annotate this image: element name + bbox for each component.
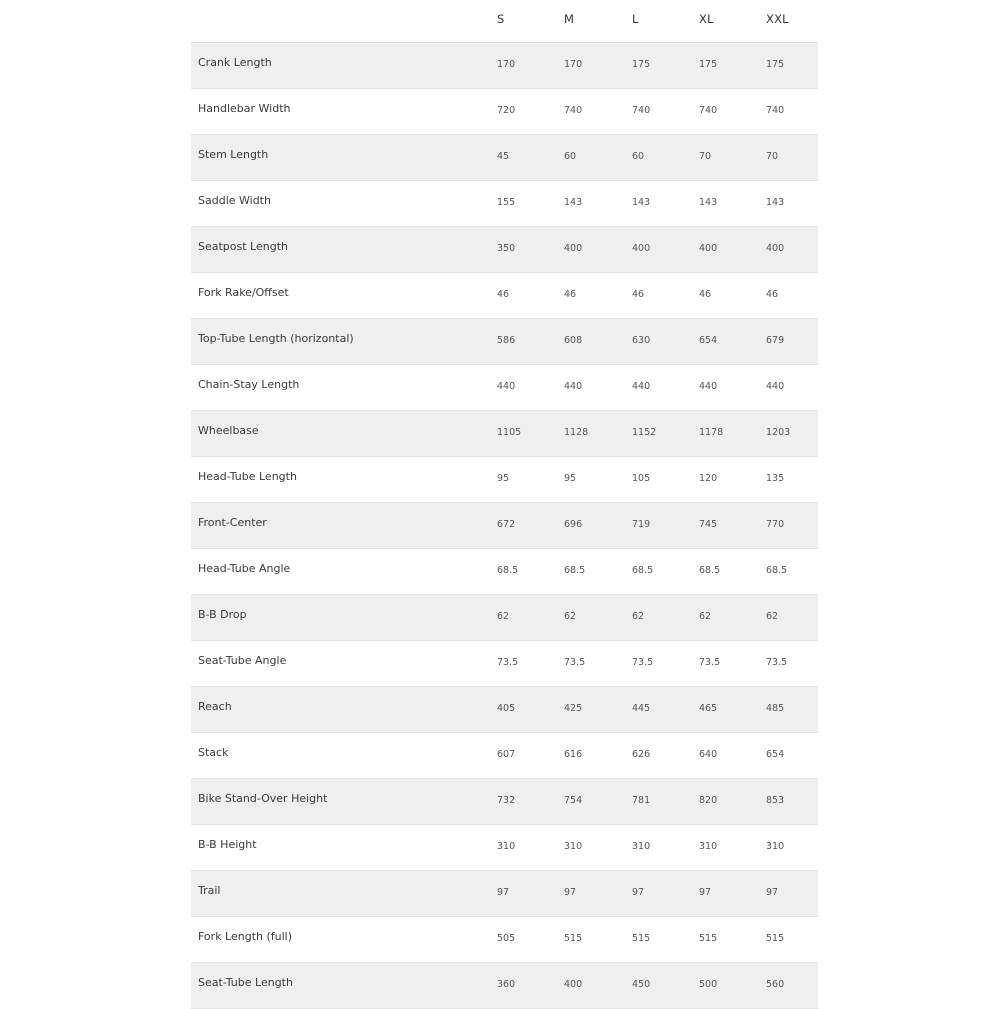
table-cell: 310 bbox=[564, 841, 583, 852]
table-cell: 360 bbox=[497, 979, 516, 990]
table-cell: 672 bbox=[497, 519, 516, 530]
table-row bbox=[191, 43, 818, 89]
table-cell: 73.5 bbox=[497, 657, 519, 668]
table-cell: 400 bbox=[699, 243, 718, 254]
table-cell: 515 bbox=[564, 933, 583, 944]
table-cell: 143 bbox=[632, 197, 651, 208]
row-label: Front-Center bbox=[198, 516, 267, 529]
table-row bbox=[191, 733, 818, 779]
table-cell: 1203 bbox=[766, 427, 791, 438]
table-cell: 754 bbox=[564, 795, 583, 806]
table-cell: 143 bbox=[564, 197, 583, 208]
table-cell: 62 bbox=[564, 611, 577, 622]
table-cell: 350 bbox=[497, 243, 516, 254]
size-header-s: S bbox=[497, 12, 505, 26]
table-cell: 97 bbox=[564, 887, 577, 898]
table-cell: 143 bbox=[699, 197, 718, 208]
table-row bbox=[191, 871, 818, 917]
table-cell: 445 bbox=[632, 703, 651, 714]
row-label: Seat-Tube Angle bbox=[198, 654, 287, 667]
table-cell: 68.5 bbox=[564, 565, 586, 576]
row-label: Chain-Stay Length bbox=[198, 378, 300, 391]
table-cell: 740 bbox=[632, 105, 651, 116]
table-cell: 505 bbox=[497, 933, 516, 944]
table-cell: 640 bbox=[699, 749, 718, 760]
table-header bbox=[191, 0, 818, 43]
table-cell: 616 bbox=[564, 749, 583, 760]
table-cell: 310 bbox=[497, 841, 516, 852]
table-cell: 485 bbox=[766, 703, 785, 714]
table-cell: 1128 bbox=[564, 427, 589, 438]
table-cell: 440 bbox=[564, 381, 583, 392]
table-cell: 425 bbox=[564, 703, 583, 714]
table-cell: 62 bbox=[699, 611, 712, 622]
table-cell: 62 bbox=[497, 611, 510, 622]
table-row bbox=[191, 181, 818, 227]
table-cell: 400 bbox=[564, 979, 583, 990]
table-cell: 400 bbox=[766, 243, 785, 254]
table-cell: 135 bbox=[766, 473, 785, 484]
table-cell: 97 bbox=[632, 887, 645, 898]
table-cell: 46 bbox=[699, 289, 712, 300]
table-cell: 70 bbox=[699, 151, 712, 162]
table-cell: 654 bbox=[699, 335, 718, 346]
table-cell: 73.5 bbox=[632, 657, 654, 668]
table-cell: 853 bbox=[766, 795, 785, 806]
table-row bbox=[191, 227, 818, 273]
table-row bbox=[191, 457, 818, 503]
table-row bbox=[191, 549, 818, 595]
table-cell: 155 bbox=[497, 197, 516, 208]
table-cell: 46 bbox=[564, 289, 577, 300]
table-cell: 95 bbox=[564, 473, 577, 484]
table-cell: 60 bbox=[632, 151, 645, 162]
table-row bbox=[191, 917, 818, 963]
row-label: Fork Rake/Offset bbox=[198, 286, 289, 299]
row-label: Seat-Tube Length bbox=[198, 976, 293, 989]
table-cell: 630 bbox=[632, 335, 651, 346]
table-cell: 400 bbox=[564, 243, 583, 254]
table-cell: 608 bbox=[564, 335, 583, 346]
table-cell: 515 bbox=[699, 933, 718, 944]
table-row bbox=[191, 319, 818, 365]
table-cell: 405 bbox=[497, 703, 516, 714]
table-cell: 745 bbox=[699, 519, 718, 530]
row-label: Seatpost Length bbox=[198, 240, 288, 253]
table-cell: 450 bbox=[632, 979, 651, 990]
table-row bbox=[191, 825, 818, 871]
table-cell: 105 bbox=[632, 473, 651, 484]
table-row bbox=[191, 89, 818, 135]
table-cell: 45 bbox=[497, 151, 510, 162]
table-cell: 696 bbox=[564, 519, 583, 530]
size-header-l: L bbox=[632, 12, 639, 26]
table-row bbox=[191, 779, 818, 825]
table-cell: 440 bbox=[766, 381, 785, 392]
table-row bbox=[191, 135, 818, 181]
row-label: Crank Length bbox=[198, 56, 272, 69]
table-row bbox=[191, 687, 818, 733]
size-header-xxl: XXL bbox=[766, 12, 789, 26]
table-cell: 68.5 bbox=[766, 565, 788, 576]
table-cell: 781 bbox=[632, 795, 651, 806]
table-cell: 560 bbox=[766, 979, 785, 990]
table-cell: 740 bbox=[766, 105, 785, 116]
table-cell: 310 bbox=[766, 841, 785, 852]
table-cell: 73.5 bbox=[699, 657, 721, 668]
table-cell: 607 bbox=[497, 749, 516, 760]
table-cell: 175 bbox=[766, 59, 785, 70]
table-cell: 143 bbox=[766, 197, 785, 208]
table-cell: 1105 bbox=[497, 427, 522, 438]
table-cell: 515 bbox=[766, 933, 785, 944]
table-cell: 720 bbox=[497, 105, 516, 116]
table-cell: 170 bbox=[497, 59, 516, 70]
table-cell: 170 bbox=[564, 59, 583, 70]
table-row bbox=[191, 595, 818, 641]
table-cell: 770 bbox=[766, 519, 785, 530]
row-label: B-B Drop bbox=[198, 608, 247, 621]
table-cell: 68.5 bbox=[632, 565, 654, 576]
table-row bbox=[191, 503, 818, 549]
table-cell: 400 bbox=[632, 243, 651, 254]
table-row bbox=[191, 411, 818, 457]
size-header-xl: XL bbox=[699, 12, 714, 26]
table-cell: 46 bbox=[766, 289, 779, 300]
table-cell: 626 bbox=[632, 749, 651, 760]
row-label: Head-Tube Length bbox=[198, 470, 297, 483]
table-cell: 719 bbox=[632, 519, 651, 530]
row-label: Bike Stand-Over Height bbox=[198, 792, 328, 805]
table-cell: 175 bbox=[632, 59, 651, 70]
table-cell: 1178 bbox=[699, 427, 724, 438]
table-cell: 654 bbox=[766, 749, 785, 760]
table-cell: 62 bbox=[632, 611, 645, 622]
table-row bbox=[191, 365, 818, 411]
row-label: Reach bbox=[198, 700, 232, 713]
table-cell: 73.5 bbox=[564, 657, 586, 668]
geometry-table bbox=[191, 0, 818, 1009]
table-cell: 440 bbox=[632, 381, 651, 392]
table-cell: 740 bbox=[699, 105, 718, 116]
row-label: Top-Tube Length (horizontal) bbox=[198, 332, 354, 345]
size-header-m: M bbox=[564, 12, 575, 26]
row-label: Stem Length bbox=[198, 148, 269, 161]
row-label: Handlebar Width bbox=[198, 102, 291, 115]
row-label: Stack bbox=[198, 746, 229, 759]
table-cell: 97 bbox=[699, 887, 712, 898]
table-cell: 70 bbox=[766, 151, 779, 162]
table-cell: 95 bbox=[497, 473, 510, 484]
table-cell: 820 bbox=[699, 795, 718, 806]
table-cell: 440 bbox=[497, 381, 516, 392]
table-cell: 175 bbox=[699, 59, 718, 70]
row-label: B-B Height bbox=[198, 838, 257, 851]
table-cell: 515 bbox=[632, 933, 651, 944]
table-cell: 500 bbox=[699, 979, 718, 990]
table-row bbox=[191, 963, 818, 1009]
table-cell: 62 bbox=[766, 611, 779, 622]
table-cell: 120 bbox=[699, 473, 718, 484]
table-cell: 465 bbox=[699, 703, 718, 714]
table-cell: 1152 bbox=[632, 427, 657, 438]
table-cell: 310 bbox=[632, 841, 651, 852]
table-row bbox=[191, 273, 818, 319]
row-label: Fork Length (full) bbox=[198, 930, 293, 943]
table-cell: 732 bbox=[497, 795, 516, 806]
table-row bbox=[191, 641, 818, 687]
row-label: Saddle Width bbox=[198, 194, 271, 207]
table-cell: 68.5 bbox=[497, 565, 519, 576]
table-cell: 68.5 bbox=[699, 565, 721, 576]
table-cell: 97 bbox=[497, 887, 510, 898]
table-cell: 310 bbox=[699, 841, 718, 852]
table-cell: 46 bbox=[632, 289, 645, 300]
row-label: Head-Tube Angle bbox=[198, 562, 291, 575]
row-label: Wheelbase bbox=[198, 424, 259, 437]
table-body bbox=[191, 43, 818, 1009]
table-cell: 97 bbox=[766, 887, 779, 898]
table-cell: 60 bbox=[564, 151, 577, 162]
row-label: Trail bbox=[198, 884, 221, 897]
table-cell: 740 bbox=[564, 105, 583, 116]
table-cell: 440 bbox=[699, 381, 718, 392]
table-cell: 46 bbox=[497, 289, 510, 300]
table-cell: 73.5 bbox=[766, 657, 788, 668]
table-cell: 679 bbox=[766, 335, 785, 346]
table-cell: 586 bbox=[497, 335, 516, 346]
